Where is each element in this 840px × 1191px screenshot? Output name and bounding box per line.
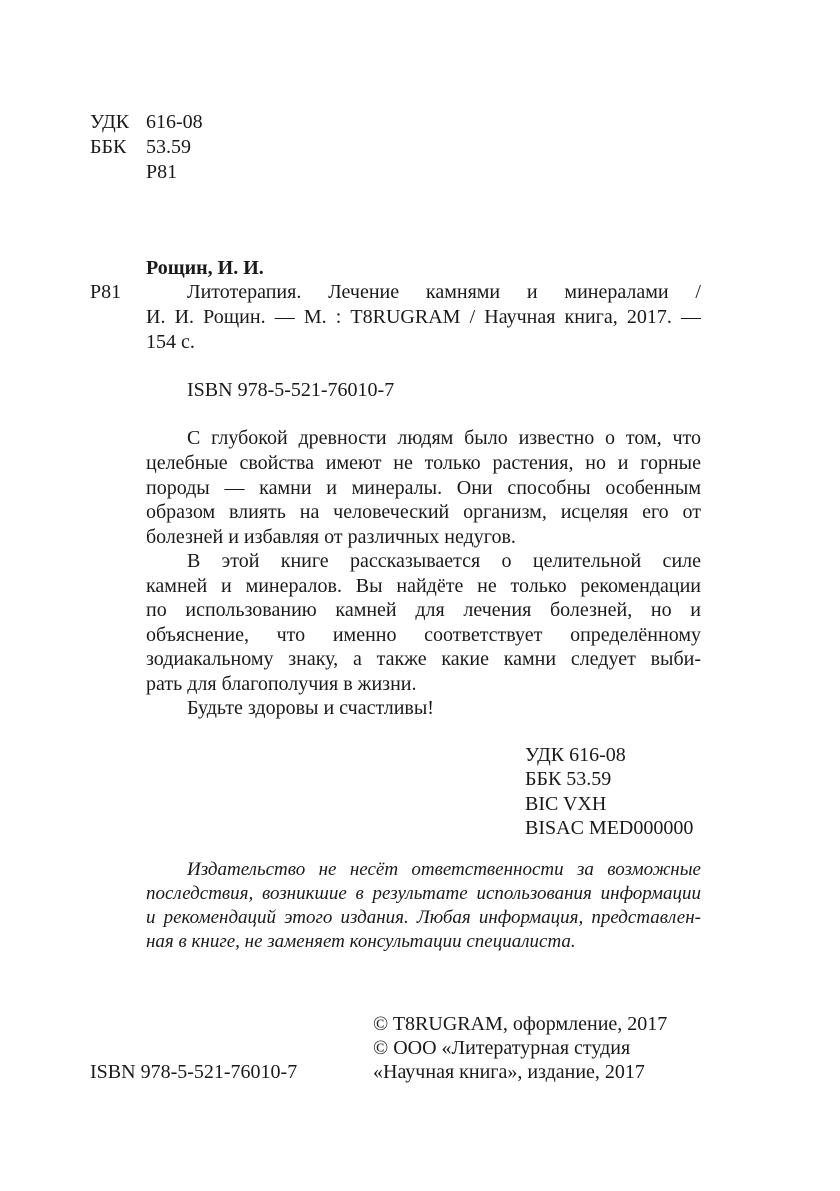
- author-mark-top: Р81: [146, 161, 178, 183]
- annotation-p1-line-3: породы — камни и минералы. Они способны особенным: [146, 477, 701, 499]
- bbk-value: 53.59: [146, 136, 191, 158]
- disclaimer-line-2: последствия, возникшие в результате использования информации: [146, 883, 701, 904]
- annotation-p2-line-4: объяснение, что именно соответствует определённому: [146, 624, 701, 646]
- annotation-p1-line-2: целебные свойства имеют не только растения, но и горные: [146, 452, 701, 474]
- copyright-edition-line-1: © ООО «Литературная студия: [373, 1037, 631, 1059]
- author-heading: Рощин, И. И.: [146, 257, 264, 279]
- disclaimer-line-4: ная в книге, не заменяет консультации специалиста.: [146, 931, 576, 952]
- author-mark: Р81: [90, 281, 122, 303]
- isbn-footer: ISBN 978-5-521-76010-7: [90, 1061, 298, 1083]
- udk-label: УДК: [90, 111, 130, 133]
- annotation-p2-line-1: В этой книге рассказывается о целительной силе: [187, 550, 701, 572]
- biblio-line-3: 154 с.: [146, 331, 195, 353]
- annotation-p3: Будьте здоровы и счастливы!: [187, 697, 434, 719]
- annotation-p1-line-4: образом влиять на человеческий организм, исцеляя его от: [146, 501, 701, 523]
- disclaimer-line-3: и рекомендаций этого издания. Любая информация, представлен-: [146, 907, 701, 928]
- biblio-line-1: Литотерапия. Лечение камнями и минералами /: [187, 281, 701, 303]
- annotation-p1-line-5: болезней и избавляя от различных недугов.: [146, 526, 516, 548]
- bbk-bottom: ББК 53.59: [525, 768, 612, 790]
- disclaimer-line-1: Издательство не несёт ответственности за возможные: [187, 859, 701, 880]
- annotation-p1-line-1: С глубокой древности людям было известно о том, что: [187, 427, 701, 449]
- bbk-label: ББК: [90, 136, 127, 158]
- copyright-design: © T8RUGRAM, оформление, 2017: [373, 1013, 668, 1035]
- annotation-p2-line-2: камней и минералов. Вы найдёте не только рекомендации: [146, 575, 701, 597]
- bisac-code: BISAC MED000000: [525, 817, 694, 839]
- annotation-p2-line-6: рать для благополучия в жизни.: [146, 673, 417, 695]
- udk-bottom: УДК 616-08: [525, 744, 626, 766]
- isbn-biblio: ISBN 978-5-521-76010-7: [187, 379, 395, 401]
- bic-code: BIC VXH: [525, 793, 607, 815]
- udk-value: 616-08: [146, 111, 203, 133]
- annotation-p2-line-3: по использованию камней для лечения болезней, но и: [146, 599, 701, 621]
- annotation-p2-line-5: зодиакальному знаку, а также какие камни следует выби-: [146, 648, 701, 670]
- copyright-edition-line-2: «Научная книга», издание, 2017: [373, 1061, 645, 1083]
- biblio-line-2: И. И. Рощин. — М. : T8RUGRAM / Научная книга, 2017. —: [146, 306, 701, 328]
